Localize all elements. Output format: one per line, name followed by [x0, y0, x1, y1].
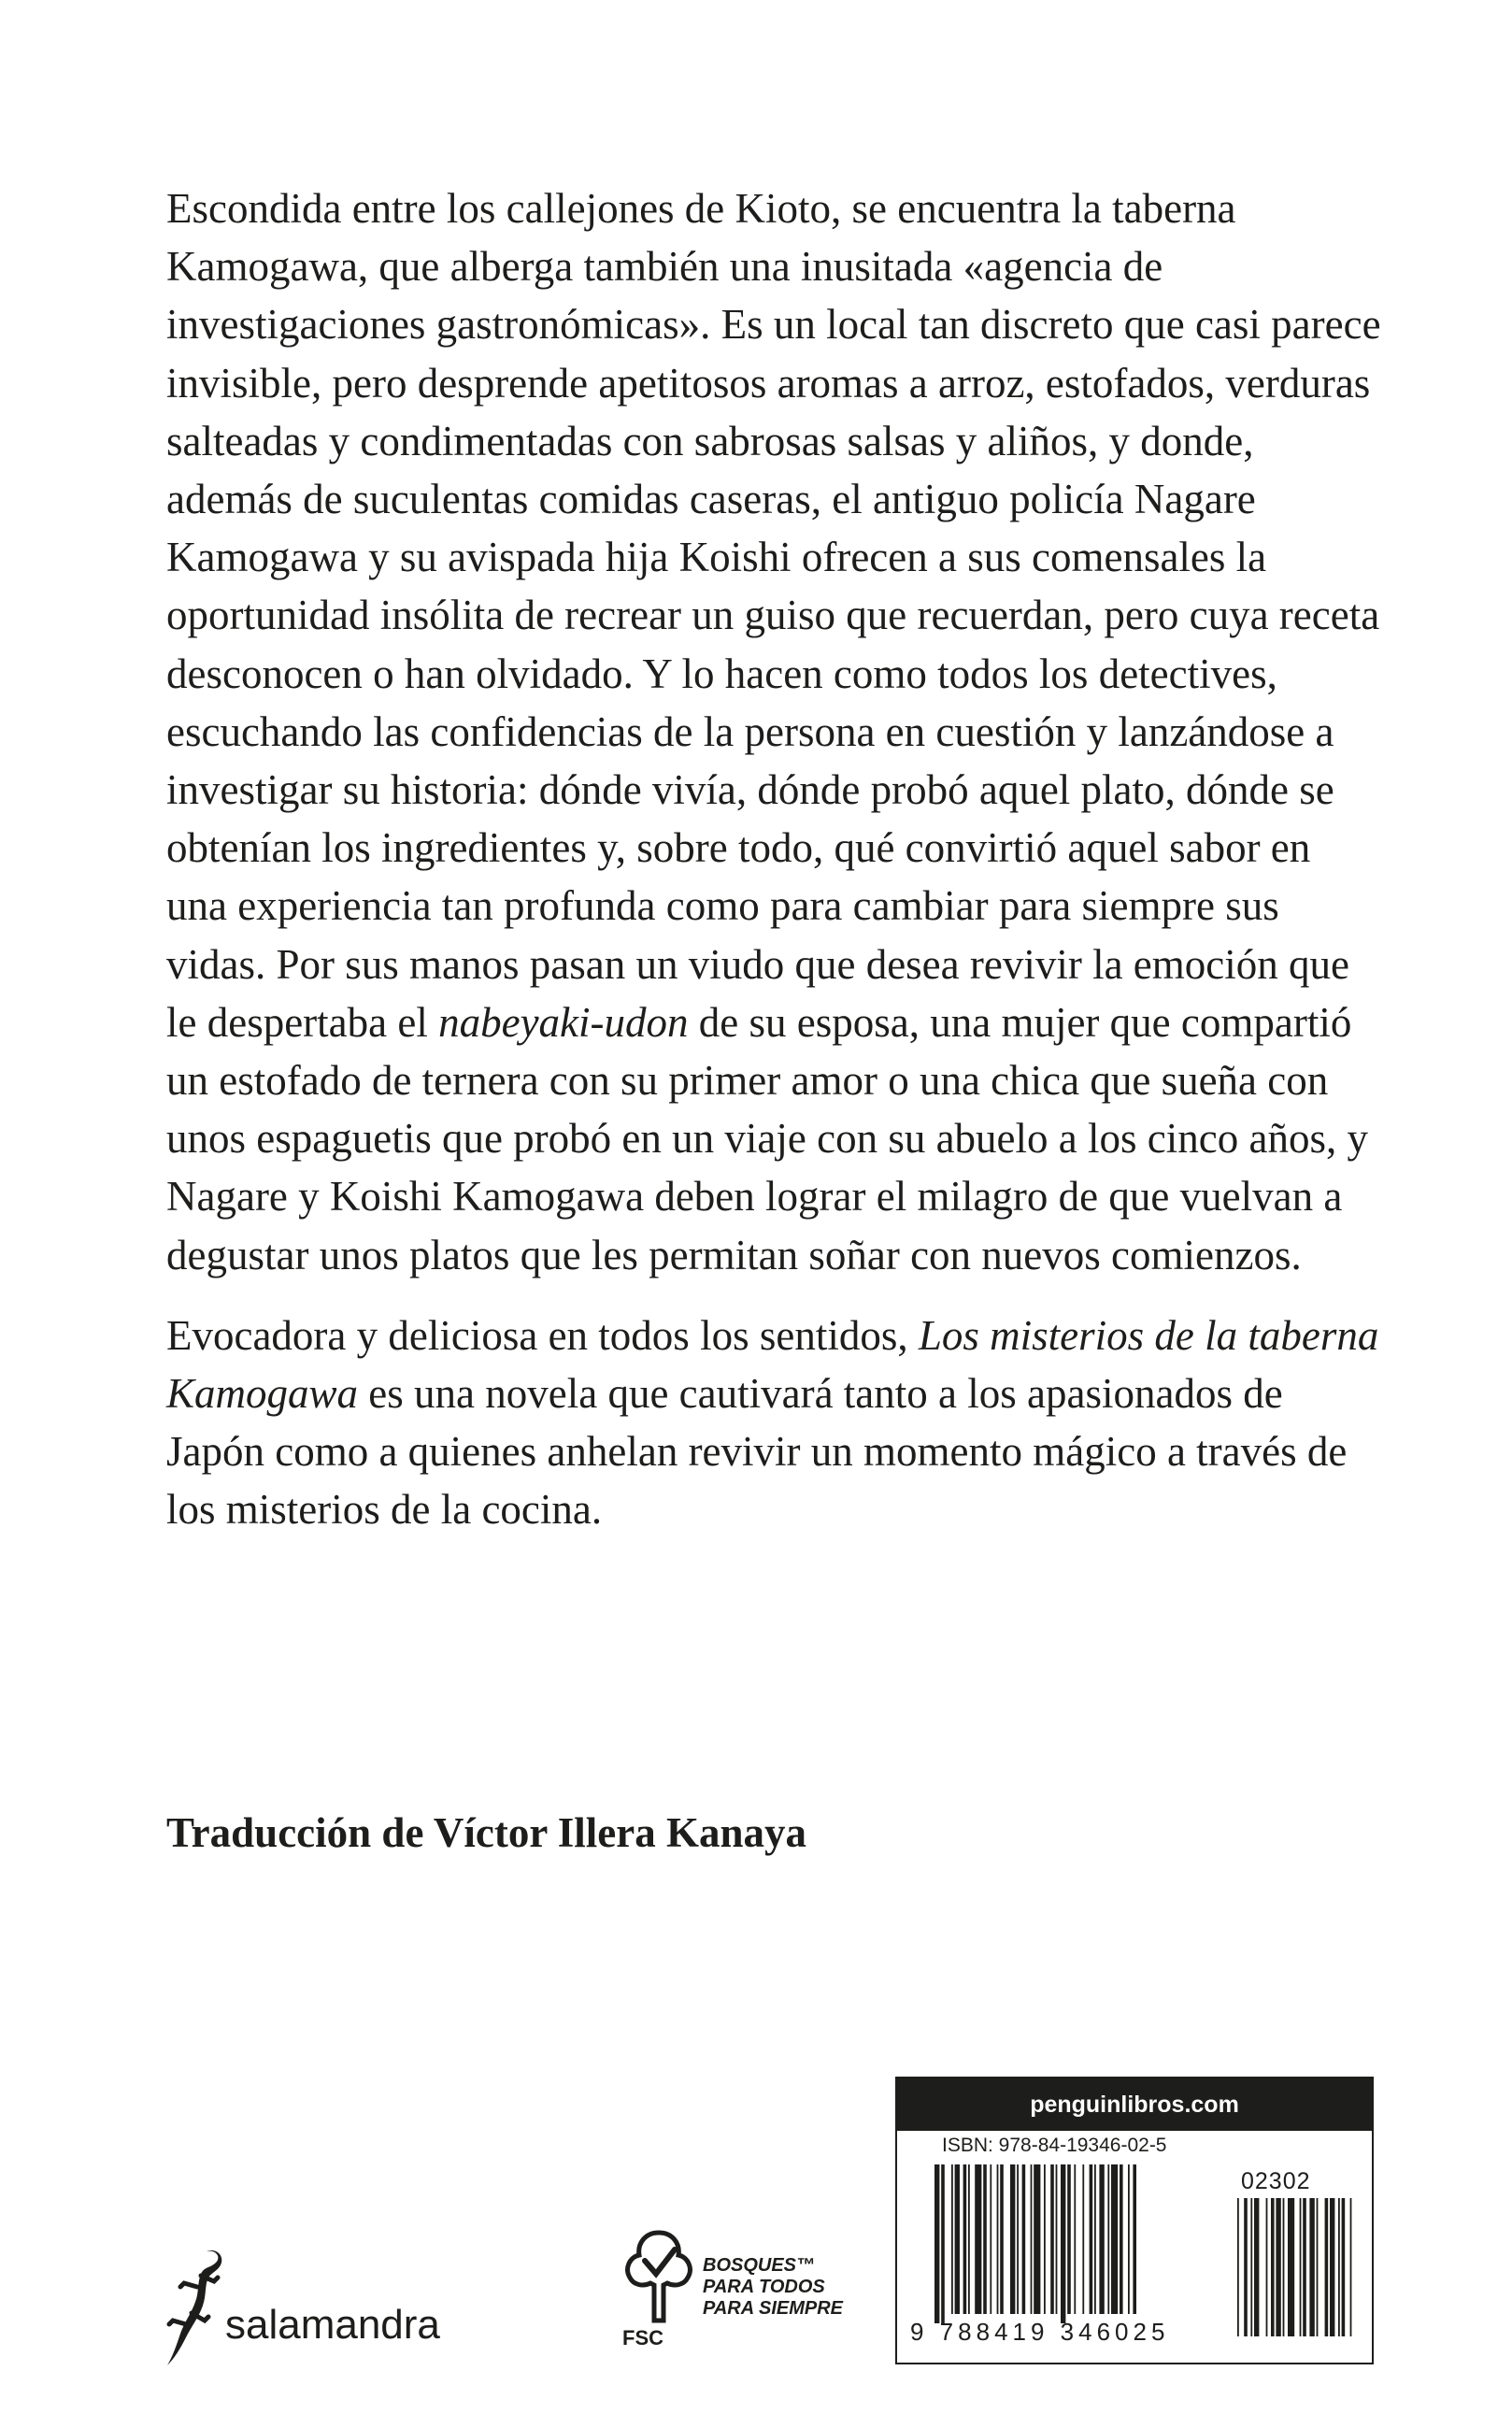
barcode-bar [1044, 2164, 1046, 2314]
barcode-addon-bar [1276, 2198, 1280, 2336]
publisher-name: salamandra [225, 2302, 440, 2348]
barcode-panel [895, 2077, 1374, 2364]
slogan-line: PARA SIEMPRE [703, 2298, 844, 2319]
barcode-addon-bar [1342, 2198, 1346, 2336]
barcode-bar [1010, 2164, 1015, 2314]
barcode-bar [1111, 2164, 1118, 2314]
barcode-bar [1050, 2164, 1054, 2314]
tree-checkmark-icon [617, 2227, 701, 2330]
barcode-addon-bar [1303, 2198, 1306, 2336]
book-title: Los misterios de la taberna Kamogawa [166, 1311, 1379, 1418]
website-banner: penguinlibros.com [897, 2078, 1372, 2131]
barcode-bar [968, 2164, 970, 2314]
barcode-bar [1067, 2164, 1071, 2314]
barcode-bar [1082, 2164, 1084, 2314]
barcode-bar [1128, 2164, 1130, 2314]
blurb-text: Escondida entre los callejones de Kioto, se encuentra la taberna Kamogawa, que alberga también una inusitada «agencia de investigaciones gastronómicas». Es un local tan discreto que casi parece invisible, pero desprende apetitosos aromas a arroz, estofados, verduras salteadas y condimentadas con sabrosas salsas y aliños, y donde, además de suculentas comidas caseras, el antiguo policía Nagare Kamogawa y su avispada hija Koishi ofrecen a sus comensales la oportunidad insólita de recrear un guiso que recuerdan, pero cuya receta desconocen o han olvidado. Y lo hacen como todos los detectives, escuchando las confidencias de la persona en cuestión y lanzándose a investigar su historia: dónde vivía, dónde probó aquel plato, dónde se obtenían los ingredientes y, sobre todo, qué convirtió aquel sabor en una experiencia tan profunda como para cambiar para siempre sus vidas. Por sus manos pasan un viudo que desea revivir la emoción que le despertaba el [166, 185, 1381, 1046]
barcode-bar [1022, 2164, 1026, 2314]
barcode-addon-bar [1317, 2198, 1319, 2336]
fsc-logo [617, 2227, 860, 2367]
fsc-slogan [703, 2255, 862, 2320]
barcode-addon-bar [1283, 2198, 1285, 2336]
barcode-bar [983, 2164, 987, 2314]
blurb-paragraph-1 [166, 179, 1381, 1284]
barcode-addon-bar [1250, 2198, 1252, 2336]
barcode-addon-bar [1300, 2198, 1302, 2336]
barcode-bar [1094, 2164, 1096, 2314]
barcode-bar [975, 2164, 981, 2314]
barcode-addon-bar [1271, 2198, 1275, 2336]
barcode-addon-bar [1266, 2198, 1268, 2336]
barcode-bar [1099, 2164, 1104, 2314]
barcode-bar [1133, 2164, 1136, 2314]
barcode-addon-bar [1237, 2198, 1239, 2336]
barcode-bar [963, 2164, 967, 2314]
barcode-bar [1034, 2164, 1040, 2314]
translator-credit: Traducción de Víctor Illera Kanaya [166, 1809, 806, 1856]
blurb-text: es una novela que cautivará tanto a los apasionados de Japón como a quienes anhelan revivir un momento mágico a través de los misterios de la cocina. [166, 1370, 1348, 1534]
blurb-text: de su esposa, una mujer que compartió un estofado de ternera con su primer amor o una chica que sueña con unos espaguetis que probó en un viaje con su abuelo a los cinco años, y Nagare y Koishi Kamogawa deben lograr el milagro de que vuelvan a degustar unos platos que les permitan soñar con nuevos comienzos. [166, 998, 1368, 1278]
slogan-line: PARA TODOS [703, 2277, 825, 2297]
barcode-bar [1000, 2164, 1004, 2314]
barcode-bar [1031, 2164, 1033, 2314]
barcode-addon-bar [1288, 2198, 1294, 2336]
barcode-addon-bar [1325, 2198, 1329, 2336]
blurb-paragraph-2 [166, 1307, 1381, 1539]
ean-digits: 9 788419 346025 [910, 2318, 1170, 2346]
barcode-bar [1120, 2164, 1123, 2314]
barcode-bar [934, 2164, 939, 2323]
barcode-bar [1056, 2164, 1058, 2314]
barcode-bar [990, 2164, 991, 2314]
barcode-addon-bar [1350, 2198, 1352, 2336]
barcode-addon-bar [1338, 2198, 1340, 2336]
salamander-icon [164, 2248, 229, 2369]
barcode-bar [951, 2164, 953, 2314]
barcode-bar [955, 2164, 960, 2314]
barcode-bar [1090, 2164, 1093, 2314]
barcode-bar [941, 2164, 945, 2323]
isbn-label: ISBN: 978-84-19346-02-5 [942, 2135, 1167, 2156]
barcode-bar [1061, 2164, 1065, 2323]
blurb-text: Evocadora y deliciosa en todos los sentidos, [166, 1311, 919, 1359]
barcode-addon-bar [1254, 2198, 1259, 2336]
barcode-bar [1017, 2164, 1019, 2314]
barcode-addon-bar [1244, 2198, 1248, 2336]
barcode-addon-bar [1330, 2198, 1334, 2336]
barcode-bar [997, 2164, 999, 2314]
back-cover-blurb [166, 179, 1381, 1539]
price-code: 02302 [1241, 2168, 1311, 2194]
fsc-label: FSC [622, 2326, 663, 2349]
publisher-logo [164, 2248, 472, 2369]
barcode-bar [1107, 2164, 1109, 2314]
slogan-line: BOSQUES™ [703, 2255, 816, 2276]
barcode-bar [1074, 2164, 1076, 2314]
barcode-addon-bar [1309, 2198, 1314, 2336]
dish-name: nabeyaki-udon [438, 998, 689, 1046]
